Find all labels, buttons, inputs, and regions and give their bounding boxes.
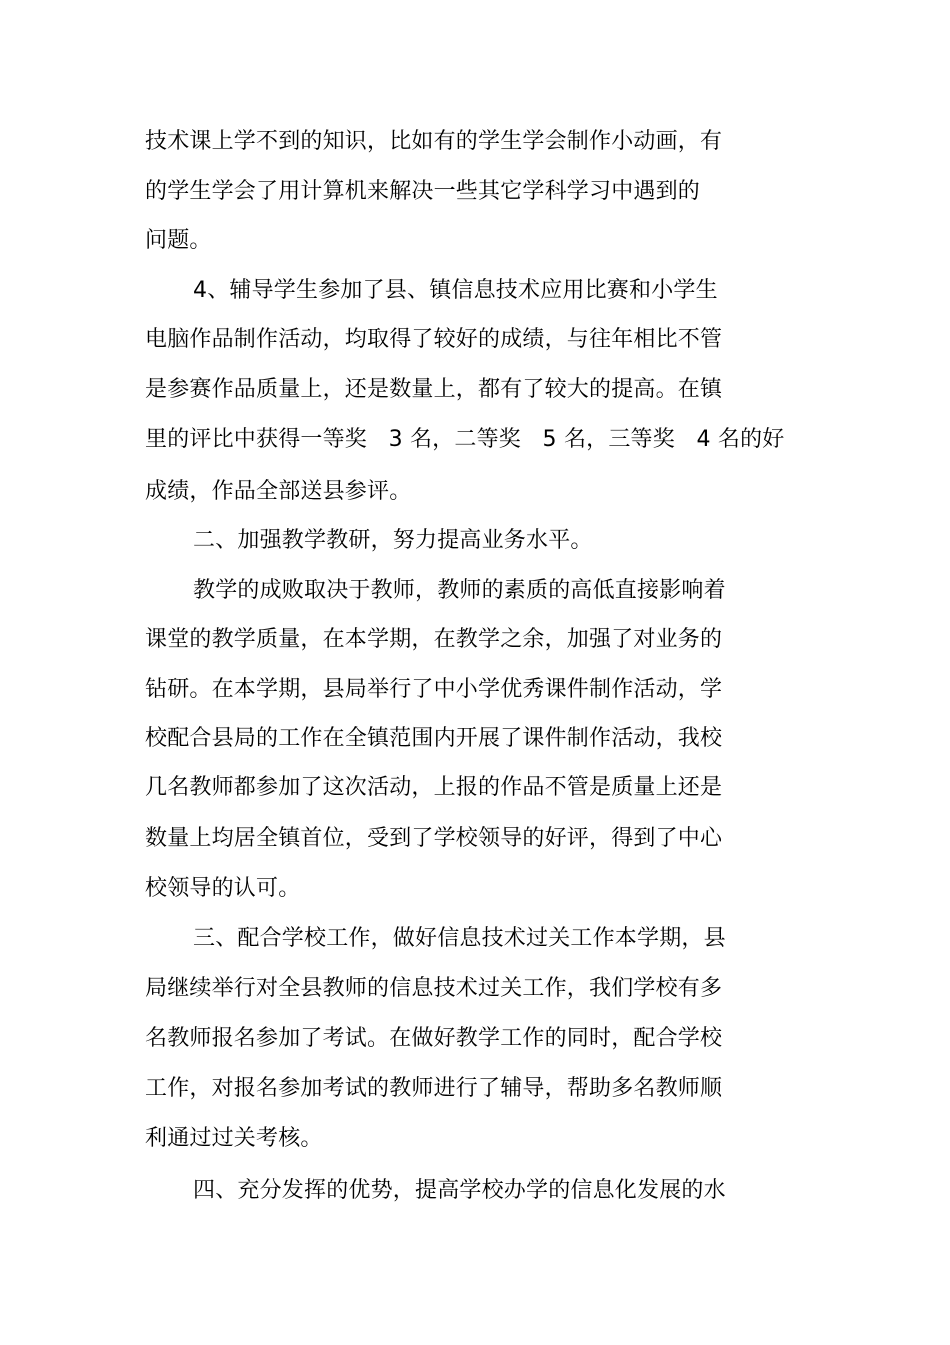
text-line: 利通过过关考核。 [145,1126,323,1151]
text-line: 技术课上学不到的知识，比如有的学生学会制作小动画，有 [145,129,723,154]
text-line: 钻研。在本学期，县局举行了中小学优秀课件制作活动，学 [145,677,723,702]
text-line: 校配合县局的工作在全镇范围内开展了课件制作活动，我校 [145,726,723,751]
text-line: 里的评比中获得一等奖 3 名，二等奖 5 名，三等奖 4 名的好 [145,427,785,452]
text-line: 成绩，作品全部送县参评。 [145,479,412,504]
section-heading: 三、配合学校工作，做好信息技术过关工作本学期，县 [193,926,726,951]
text-line: 工作，对报名参加考试的教师进行了辅导，帮助多名教师顺 [145,1076,723,1101]
text-line: 名教师报名参加了考试。在做好教学工作的同时，配合学校 [145,1026,723,1051]
text-line: 校领导的认可。 [145,876,301,901]
text-line: 几名教师都参加了这次活动，上报的作品不管是质量上还是 [145,775,723,800]
text-line: 电脑作品制作活动，均取得了较好的成绩，与往年相比不管 [145,327,723,352]
text-line: 的学生学会了用计算机来解决一些其它学科学习中遇到的 [145,179,701,204]
text-line: 是参赛作品质量上，还是数量上，都有了较大的提高。在镇 [145,377,723,402]
text-line: 问题。 [145,228,212,253]
text-line: 数量上均居全镇首位，受到了学校领导的好评，得到了中心 [145,826,723,851]
section-heading: 四、充分发挥的优势，提高学校办学的信息化发展的水 [193,1178,726,1203]
text-line: 教学的成败取决于教师，教师的素质的高低直接影响着 [193,578,726,603]
text-line: 4、辅导学生参加了县、镇信息技术应用比赛和小学生 [193,278,718,303]
text-line: 局继续举行对全县教师的信息技术过关工作，我们学校有多 [145,976,723,1001]
text-line: 课堂的教学质量，在本学期，在教学之余，加强了对业务的 [145,627,723,652]
section-heading: 二、加强教学教研，努力提高业务水平。 [193,528,593,553]
